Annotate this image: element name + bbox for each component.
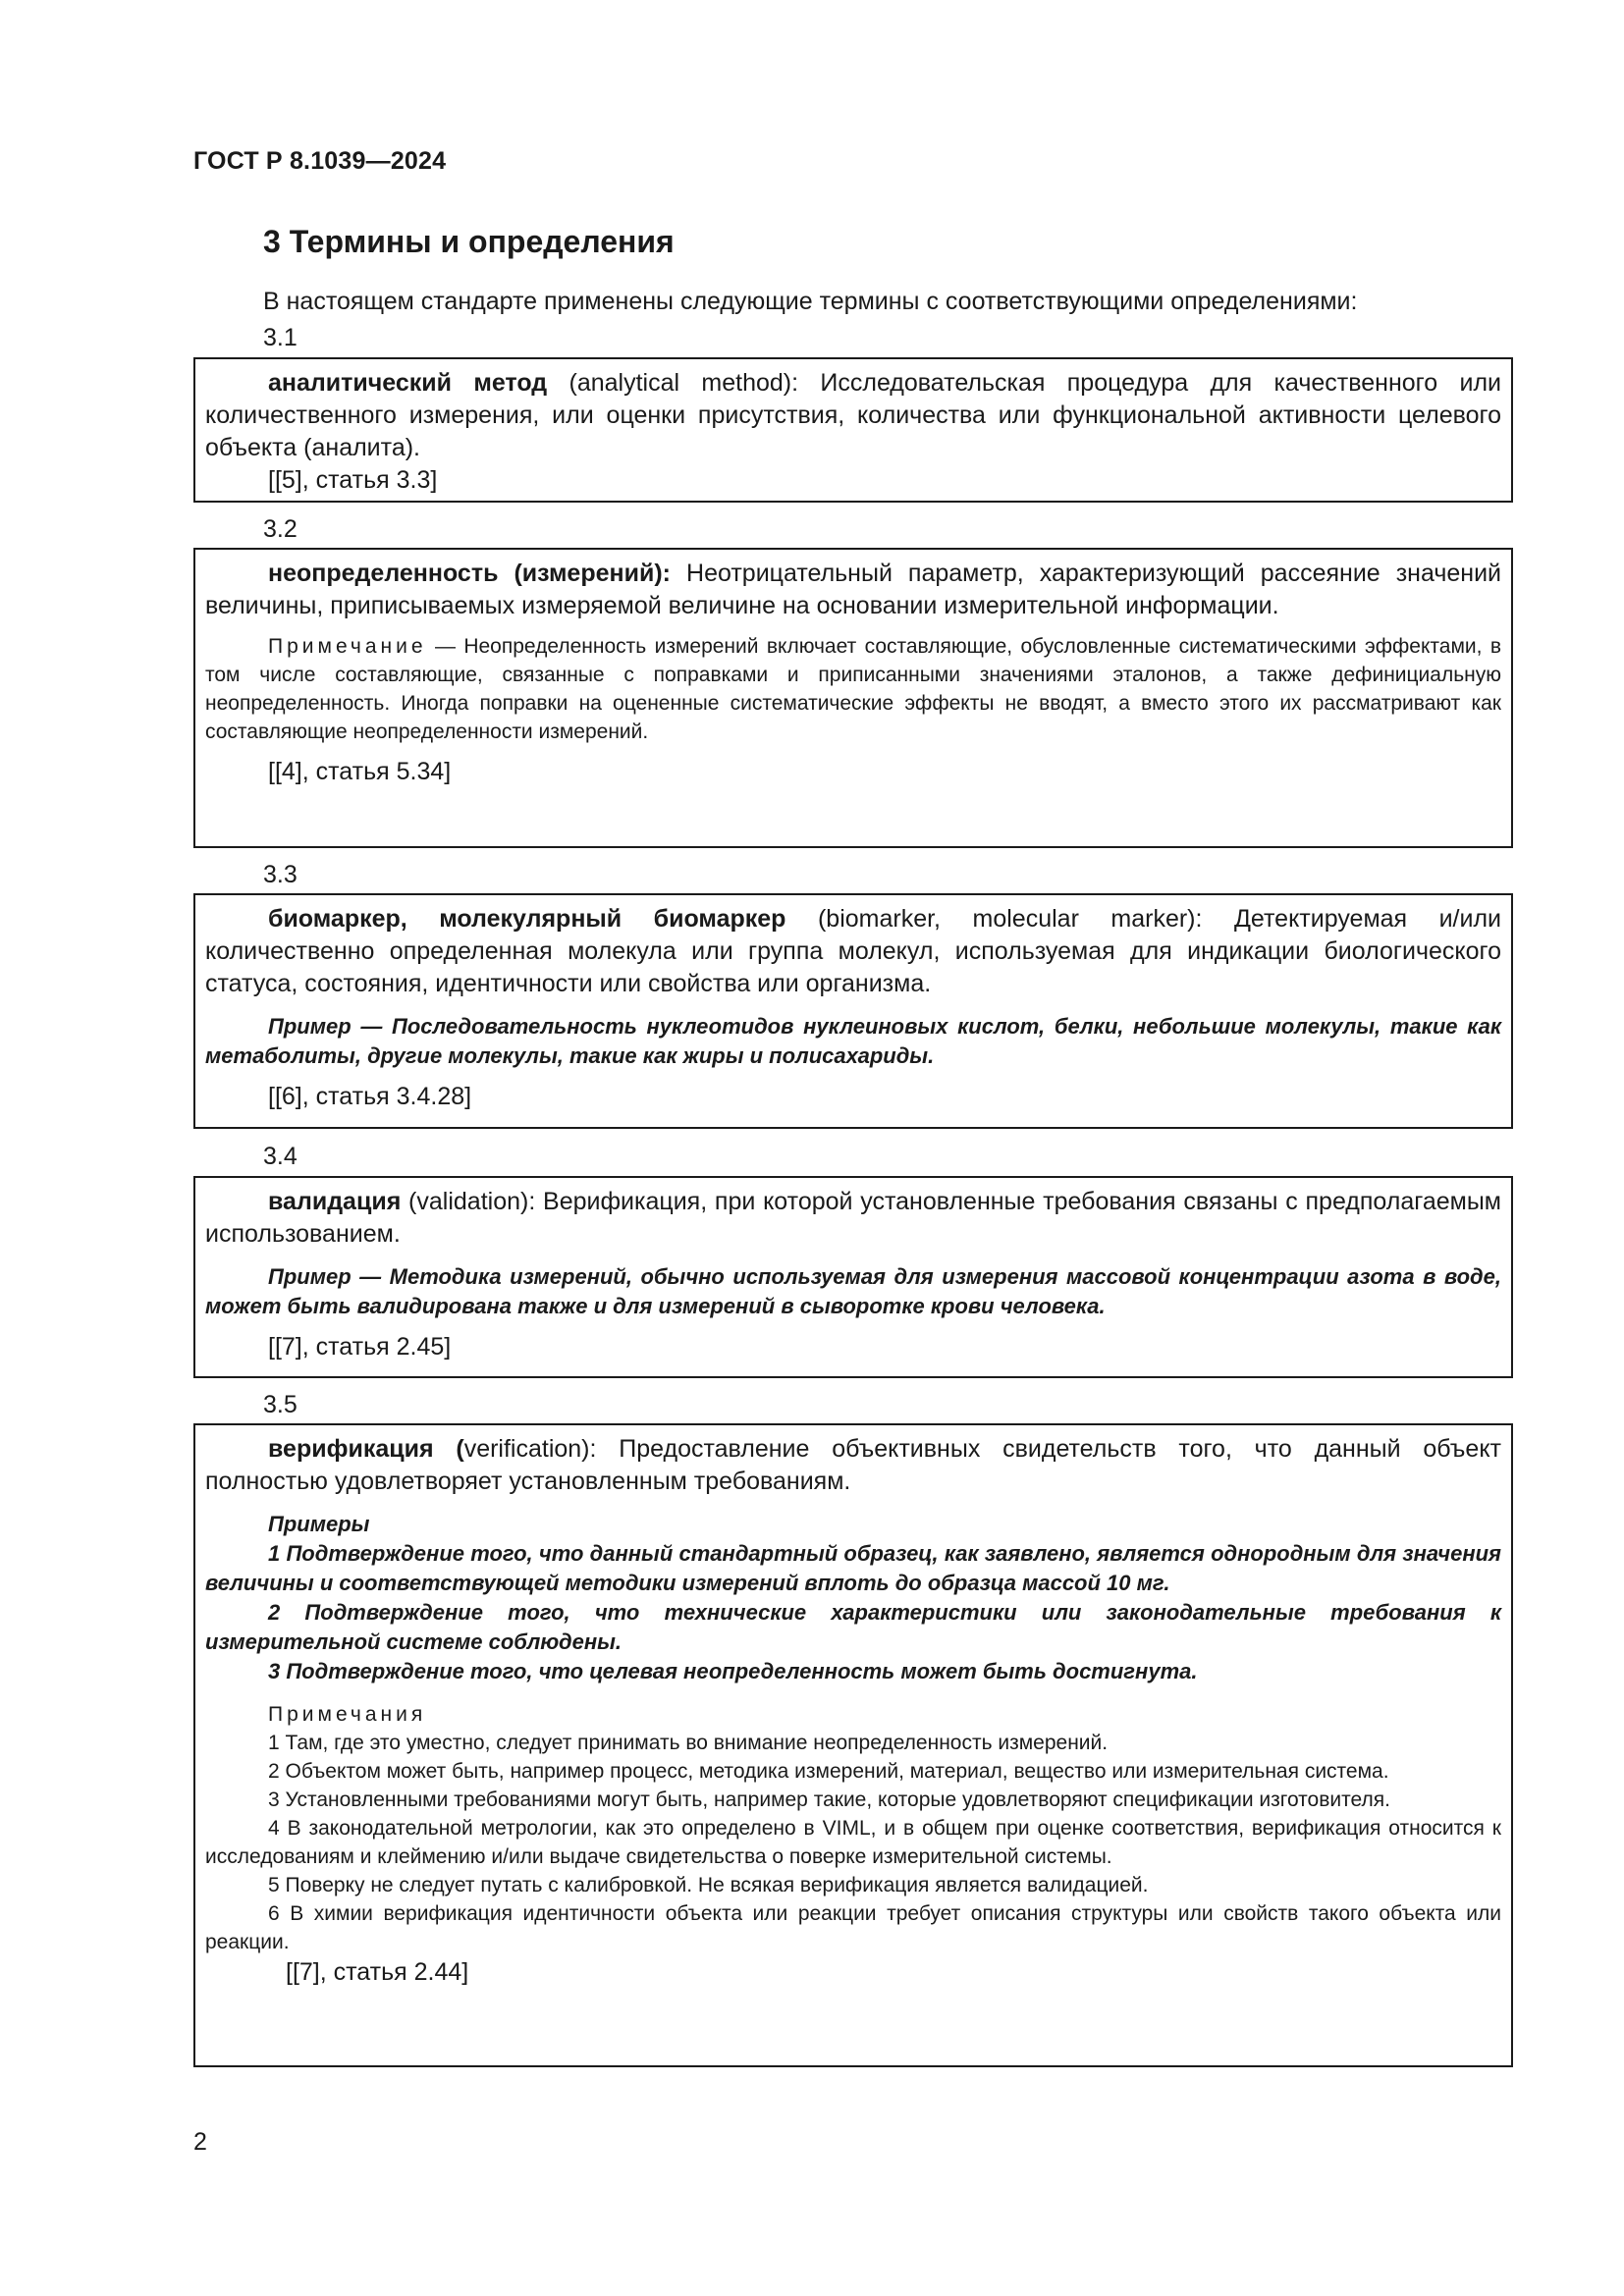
- note-item: 6 В химии верификация идентичности объекта или реакции требует описания структуры или свойств такого объекта или реакции.: [205, 1902, 1501, 1953]
- term-number: 3.4: [263, 1143, 298, 1170]
- document-header: ГОСТ Р 8.1039—2024: [193, 147, 447, 175]
- term-english: (validation):: [401, 1188, 544, 1215]
- term-definition: [205, 367, 1501, 464]
- section-title: 3 Термины и определения: [263, 224, 675, 259]
- section-intro: В настоящем стандарте применены следующие термины с соответствующими определениями:: [263, 288, 1358, 315]
- term-box: [193, 357, 1513, 503]
- note-text: — Неопределенность измерений включает составляющие, обусловленные систематическими эффектами, в том числе составляющие, связанные с поправками и приписанными значениями эталонов, а также дефинициальную неопределенность. Иногда поправки на оцененные систематические эффекты не вводят, а вместо этого их рассматривают как составляющие неопределенности измерений.: [205, 635, 1501, 743]
- term-example: Пример — Методика измерений, обычно используемая для измерения массовой концентрации азота в воде, может быть валидирована также и для измерений в сыворотке крови человека.: [205, 1264, 1501, 1318]
- term-definition: [205, 1186, 1501, 1251]
- example-item: 3 Подтверждение того, что целевая неопределенность может быть достигнута.: [268, 1659, 1198, 1683]
- examples-label: Примеры: [268, 1512, 370, 1536]
- notes-label-text: Примечания: [268, 1703, 427, 1726]
- note-item: 5 Поверку не следует путать с калибровкой. Не всякая верификация является валидацией.: [268, 1874, 1149, 1896]
- definition-text: Детектируемая и/или количественно определенная молекула или группа молекул, используемая для индикации биологического статуса, состояния, идентичности или свойства или организма.: [205, 905, 1502, 997]
- term-source: [[7], статья 2.44]: [286, 1958, 469, 1986]
- term-number: 3.3: [263, 861, 298, 888]
- term-name: верификация (: [268, 1435, 464, 1463]
- term-box: [193, 548, 1513, 848]
- term-name: валидация: [268, 1188, 402, 1215]
- term-source: [[5], статья 3.3]: [268, 466, 438, 494]
- page-number: 2: [193, 2128, 207, 2156]
- term-source: [[6], статья 3.4.28]: [268, 1083, 472, 1110]
- note-item: 3 Установленными требованиями могут быть, например такие, которые удовлетворяют спецификации изготовителя.: [268, 1789, 1390, 1811]
- example-item: 2 Подтверждение того, что технические характеристики или законодательные требования к измерительной системе соблюдены.: [205, 1600, 1501, 1654]
- term-source: [[7], статья 2.45]: [268, 1333, 452, 1361]
- term-name: неопределенность (измерений):: [268, 560, 672, 587]
- term-box: [193, 1423, 1513, 2067]
- term-name: биомаркер, молекулярный биомаркер: [268, 905, 786, 933]
- term-number: 3.1: [263, 324, 298, 351]
- term-english: verification):: [463, 1435, 620, 1463]
- definition-text: Исследовательская процедура для качественного или количественного измерения, или оценки присутствия, количества или функциональной активности целевого объекта (аналита).: [205, 369, 1501, 461]
- definition-text: Верификация, при которой установленные требования связаны с предполагаемым использованием.: [205, 1188, 1501, 1248]
- note-item: 2 Объектом может быть, например процесс, методика измерений, материал, вещество или измерительная система.: [268, 1760, 1389, 1783]
- note-item: 1 Там, где это уместно, следует принимать во внимание неопределенность измерений.: [268, 1732, 1109, 1754]
- example-item: 1 Подтверждение того, что данный стандартный образец, как заявлено, является однородным для значения величины и соответствующей методики измерений вплоть до образца массой 10 мг.: [205, 1541, 1501, 1595]
- term-definition: [205, 903, 1501, 1000]
- term-box: [193, 1176, 1513, 1378]
- term-example: Пример — Последовательность нуклеотидов нуклеиновых кислот, белки, небольшие молекулы, такие как метаболиты, другие молекулы, такие как жиры и полисахариды.: [205, 1014, 1501, 1068]
- definition-text: Предоставление объективных свидетельств того, что данный объект полностью удовлетворяет установленным требованиям.: [205, 1435, 1501, 1495]
- term-english: (biomarker, molecular marker):: [785, 905, 1234, 933]
- note-label: Примечание: [268, 635, 427, 658]
- note-item: 4 В законодательной метрологии, как это определено в VIML, и в общем при оценке соответствия, верификация относится к исследованиям и клеймению и/или выдаче свидетельства о поверке измерительной системы.: [205, 1817, 1501, 1868]
- term-source: [[4], статья 5.34]: [268, 758, 452, 785]
- term-number: 3.5: [263, 1391, 298, 1418]
- term-name: аналитический метод: [268, 369, 548, 397]
- term-definition: [205, 1433, 1501, 1498]
- term-number: 3.2: [263, 515, 298, 543]
- term-english: (analytical method):: [547, 369, 821, 397]
- term-note: [205, 632, 1501, 746]
- definition-text: Неотрицательный параметр, характеризующий рассеяние значений величины, приписываемых измеряемой величине на основании измерительной информации.: [205, 560, 1501, 619]
- term-definition: [205, 558, 1501, 622]
- term-box: [193, 893, 1513, 1129]
- notes-label: [205, 1700, 1501, 1729]
